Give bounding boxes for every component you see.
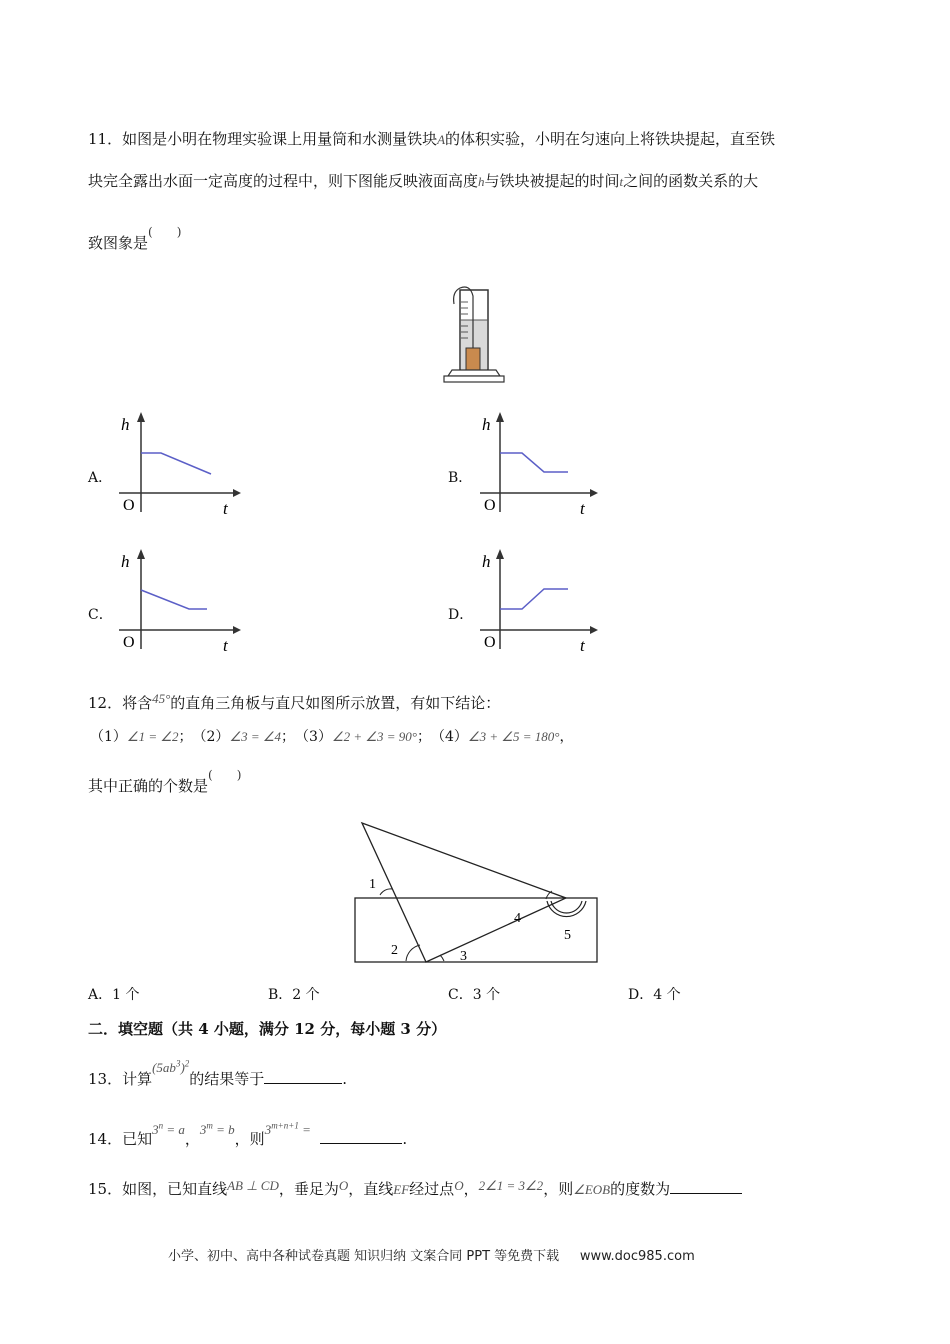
q15-answer-blank[interactable] xyxy=(670,1179,742,1194)
q14: 14．已知$3^n = a$，$3^m = b$，则$3^{m+n+1}$ = . xyxy=(88,1120,408,1148)
axis-origin: O xyxy=(123,634,135,651)
q13-answer-blank[interactable] xyxy=(264,1069,342,1084)
q12-line1: 12．将含45°的直角三角板与直尺如图所示放置，有如下结论： xyxy=(88,691,501,712)
footer: 小学、初中、高中各种试卷真题 知识归纳 文案合同 PPT 等免费下载 www.doc985.com xyxy=(168,1249,695,1264)
axis-h: h xyxy=(121,552,130,571)
q12-option-b[interactable]: B．2 个 xyxy=(268,987,320,1003)
option-b-label[interactable]: B． xyxy=(448,470,473,486)
axis-origin: O xyxy=(123,497,135,514)
graph-a[interactable] xyxy=(115,408,245,518)
option-c-label[interactable]: C． xyxy=(88,607,113,623)
section-title: 二．填空题（共 4 小题，满分 12 分，每小题 3 分） xyxy=(88,1020,447,1038)
angle-label-5: 5 xyxy=(564,928,571,943)
angle-label-3: 3 xyxy=(460,949,467,964)
axis-t: t xyxy=(223,636,228,655)
q12-option-d[interactable]: D．4 个 xyxy=(628,987,681,1003)
footer-url[interactable]: www.doc985.com xyxy=(579,1249,695,1264)
q12-option-a[interactable]: A．1 个 xyxy=(88,987,140,1003)
var-a: A xyxy=(437,132,446,147)
angle-label-2: 2 xyxy=(391,943,398,958)
axis-t: t xyxy=(223,499,228,518)
graph-c[interactable] xyxy=(115,545,245,655)
axis-origin: O xyxy=(484,497,496,514)
answer-paren: ( ) xyxy=(148,225,182,239)
axis-t: t xyxy=(580,636,585,655)
q11-line2: 块完全露出水面一定高度的过程中，则下图能反映液面高度h与铁块被提起的时间t之间的函数关系的大 xyxy=(88,172,759,190)
graph-b[interactable] xyxy=(476,408,606,518)
q15: 15．如图，已知直线AB ⊥ CD，垂足为O，直线EF经过点O，2∠1 = 3∠2，则∠EOB的度数为 xyxy=(88,1178,742,1199)
angle-label-4: 4 xyxy=(514,911,521,926)
q11-line1: 11．如图是小明在物理实验课上用量筒和水测量铁块A的体积实验，小明在匀速向上将铁块提起，直至铁 xyxy=(88,130,776,148)
triangle-ruler-figure xyxy=(340,815,610,970)
axis-h: h xyxy=(121,415,130,434)
q13: 13．计算$(5ab^3)^2$的结果等于 . xyxy=(88,1058,348,1088)
q12-line3: 其中正确的个数是( ) xyxy=(88,768,242,795)
q12-conclusions: （1）∠1 = ∠2； （2）∠3 = ∠4； （3）∠2 + ∠3 = 90°； （4）∠3 + ∠5 = 180°， xyxy=(90,729,574,745)
var-t: t xyxy=(619,174,624,189)
q11-line3: 致图象是( ) xyxy=(88,225,182,252)
axis-h: h xyxy=(482,552,491,571)
axis-origin: O xyxy=(484,634,496,651)
graduated-cylinder-image xyxy=(440,282,510,386)
q12-option-c[interactable]: C．3 个 xyxy=(448,987,501,1003)
axis-h: h xyxy=(482,415,491,434)
var-h: h xyxy=(478,174,485,189)
option-d-label[interactable]: D． xyxy=(448,607,474,623)
answer-paren: ( ) xyxy=(208,768,242,782)
axis-t: t xyxy=(580,499,585,518)
angle-label-1: 1 xyxy=(369,877,376,892)
q14-answer-blank[interactable] xyxy=(320,1129,402,1144)
graph-d[interactable] xyxy=(476,545,606,655)
option-a-label[interactable]: A． xyxy=(88,470,113,486)
